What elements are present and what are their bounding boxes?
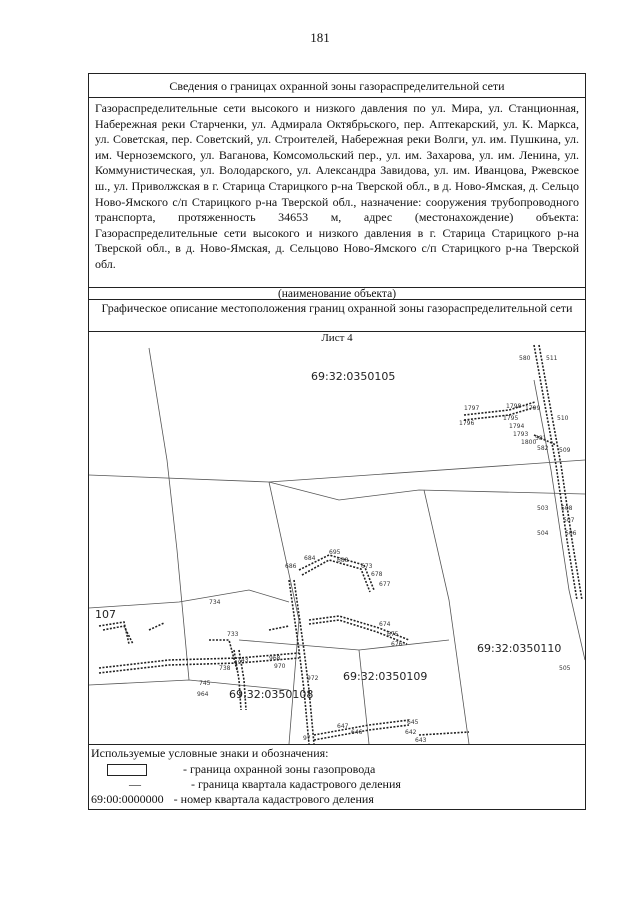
point-label: 508 bbox=[561, 505, 573, 512]
point-label: 1798 bbox=[506, 403, 522, 410]
point-label: 695 bbox=[329, 549, 341, 556]
point-label: 745 bbox=[199, 680, 211, 687]
legend-title: Используемые условные знаки и обозначения: bbox=[91, 746, 329, 760]
point-label: 504 bbox=[537, 530, 549, 537]
point-label: 1796 bbox=[459, 420, 475, 427]
zone-boundary bbox=[539, 345, 582, 600]
point-label: 964 bbox=[197, 691, 209, 698]
object-description: Газораспределительные сети высокого и низкого давления по ул. Мира, ул. Станционная, Набережная реки Старченки, ул. Адмирала Октябрьского, пер. Аптекарский, ул. К. Маркса, ул. Советская, пер. Советский, ул. Строителей, Набережная реки Волги, ул. им. Пушкина, ул. им. Черноземского, ул. Ваганова, Комсомольский пер., ул. им. Захарова, ул. им. Ленина, ул. Коммунистическая, ул. Володарского, ул. Александра Завидова, ул. им. Иванцова, Ржевское ш., ул. Приволжская в г. Старица Старицкого р-на Тверской обл., в д. Ново-Ямская, д. Сельцо Ново-Ямского с/п Старицкого р-на Тверской обл., назначение: сооружения трубопроводного транспорта, протяженность 34653 м, адрес (местонахождение) объекта: Газораспределительные сети высокого и низкого давления в г. Старица Старицкого р-на Тверской обл., в д. Ново-Ямская, д. Сельцово Ново-Ямского с/п Старицкого р-на Тверской обл. bbox=[89, 98, 585, 288]
point-label: 511 bbox=[546, 355, 558, 362]
point-label: 1793 bbox=[513, 431, 529, 438]
zone-symbol bbox=[107, 764, 147, 776]
zone-boundary bbox=[302, 560, 370, 592]
quarter-number-0350105: 69:32:0350105 bbox=[311, 370, 396, 383]
point-label: 970 bbox=[274, 663, 286, 670]
point-label: 645 bbox=[407, 719, 419, 726]
quarter-boundary-label: - граница квартала кадастрового деления bbox=[191, 777, 401, 791]
point-label: 581 bbox=[535, 435, 547, 442]
point-label: 675 bbox=[387, 631, 399, 638]
point-label: 582 bbox=[537, 445, 549, 452]
zone-boundary bbox=[269, 626, 289, 630]
point-label: 643 bbox=[415, 737, 427, 744]
zone-boundary bbox=[149, 623, 164, 630]
point-label: 642 bbox=[405, 729, 417, 736]
zone-boundary bbox=[289, 580, 309, 744]
quarter-number-0350110: 69:32:0350110 bbox=[477, 642, 562, 655]
point-label: 733 bbox=[227, 631, 239, 638]
quarter-boundary-line bbox=[239, 640, 449, 650]
point-label: 674 bbox=[379, 621, 391, 628]
section-title: Сведения о границах охранной зоны газораспределительной сети bbox=[89, 74, 585, 98]
point-label: 506 bbox=[565, 530, 577, 537]
object-name-caption: (наименование объекта) bbox=[89, 288, 585, 300]
zone-boundary bbox=[103, 626, 133, 644]
quarter-number-0350108: 69:32:0350108 bbox=[229, 688, 314, 701]
point-label: 684 bbox=[304, 555, 316, 562]
quarter-boundary-line bbox=[534, 380, 585, 660]
quarter-line-symbol: — bbox=[129, 777, 141, 791]
zone-boundary-label: - граница охранной зоны газопровода bbox=[183, 762, 376, 776]
quarter-number-label: - номер квартала кадастрового деления bbox=[173, 792, 374, 806]
point-label: 688 bbox=[337, 557, 349, 564]
zone-boundary bbox=[294, 580, 314, 744]
legend-number-row bbox=[91, 792, 374, 807]
point-label: 743 bbox=[237, 657, 249, 664]
quarter-boundary-line bbox=[89, 460, 585, 482]
point-label: 507 bbox=[563, 517, 575, 524]
page-number: 181 bbox=[310, 30, 330, 45]
point-label: 1800 bbox=[521, 439, 537, 446]
point-label: 738 bbox=[219, 665, 231, 672]
cadastral-map bbox=[89, 340, 585, 745]
quarter-boundary-line bbox=[269, 482, 585, 500]
quarter-boundary-line bbox=[424, 490, 469, 744]
document-frame bbox=[88, 73, 586, 810]
point-label: 580 bbox=[519, 355, 531, 362]
point-label: 1799 bbox=[525, 405, 541, 412]
legend-quarter-row bbox=[129, 777, 401, 792]
point-label: 510 bbox=[557, 415, 569, 422]
point-label: 503 bbox=[537, 505, 549, 512]
point-label: 678 bbox=[371, 571, 383, 578]
point-label: 972 bbox=[307, 675, 319, 682]
point-label: 1794 bbox=[509, 423, 525, 430]
quarter-boundary-line bbox=[149, 348, 189, 680]
point-label: 1795 bbox=[503, 415, 519, 422]
zone-boundary bbox=[534, 345, 577, 600]
legend bbox=[89, 744, 585, 810]
point-label: 686 bbox=[285, 563, 297, 570]
zone-boundary bbox=[419, 732, 469, 735]
point-label: 97 bbox=[303, 735, 311, 742]
point-label: 647 bbox=[337, 723, 349, 730]
point-label: 1797 bbox=[464, 405, 480, 412]
point-label: 676 bbox=[391, 641, 403, 648]
point-label: 646 bbox=[351, 729, 363, 736]
quarter-code-sample: 69:00:0000000 bbox=[91, 792, 164, 806]
quarter-boundary-line bbox=[89, 590, 289, 608]
point-label: 968 bbox=[269, 655, 281, 662]
point-label: 673 bbox=[361, 563, 373, 570]
point-label: 509 bbox=[559, 447, 571, 454]
fragment-label: 107 bbox=[95, 608, 116, 621]
point-label: 505 bbox=[559, 665, 571, 672]
point-label: 734 bbox=[209, 599, 221, 606]
graphic-description-title: Графическое описание местоположения границ охранной зоны газораспределительной сети bbox=[89, 300, 585, 332]
quarter-number-0350109: 69:32:0350109 bbox=[343, 670, 428, 683]
legend-zone-row bbox=[107, 762, 375, 777]
sheet-number: Лист 4 bbox=[321, 332, 353, 344]
point-label: 677 bbox=[379, 581, 391, 588]
